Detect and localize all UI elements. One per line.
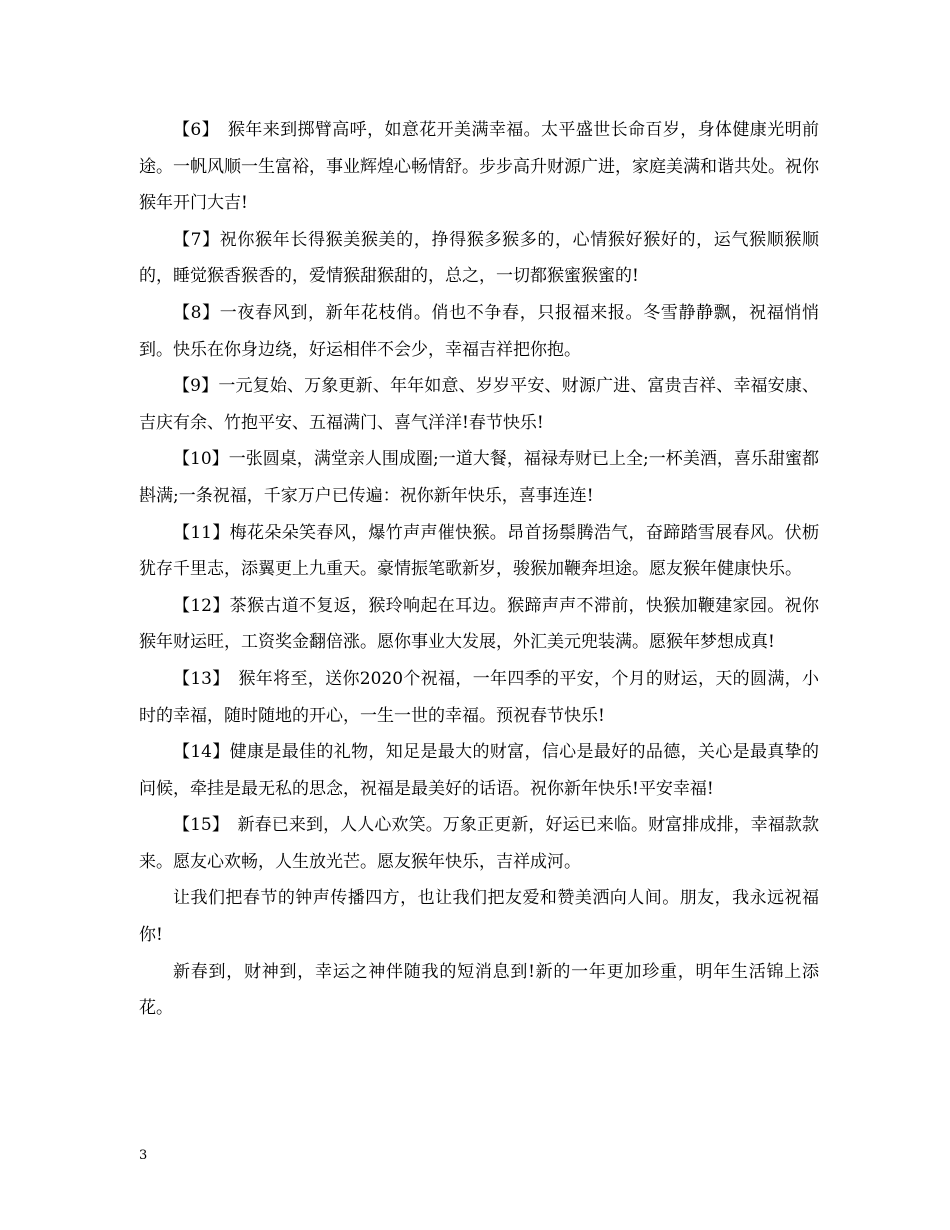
paragraph-10: 【10】一张圆桌，满堂亲人围成圈;一道大餐，福禄寿财已上全;一杯美酒，喜乐甜蜜都斟满;一条祝福，千家万户已传遍：祝你新年快乐，喜事连连!: [139, 449, 819, 506]
paragraph-6: 【6】 猴年来到掷臂高呼，如意花开美满幸福。太平盛世长命百岁，身体健康光明前途。一帆风顺一生富裕，事业辉煌心畅情舒。步步高升财源广进，家庭美满和谐共处。祝你猴年开门大吉!: [139, 120, 819, 214]
paragraph-7: 【7】祝你猴年长得猴美猴美的，挣得猴多猴多的，心情猴好猴好的，运气猴顺猴顺的，睡觉猴香猴香的，爱情猴甜猴甜的，总之，一切都猴蜜猴蜜的!: [139, 229, 819, 287]
paragraph-9: 【9】一元复始、万象更新、年年如意、岁岁平安、财源广进、富贵吉祥、幸福安康、吉庆有余、竹抱平安、五福满门、喜气洋洋!春节快乐!: [139, 376, 819, 433]
paragraph-12: 【12】茶猴古道不复返，猴玲响起在耳边。猴蹄声声不滞前，快猴加鞭建家园。祝你猴年财运旺，工资奖金翻倍涨。愿你事业大发展，外汇美元兜装满。愿猴年梦想成真!: [139, 595, 819, 653]
paragraph-13: 【13】 猴年将至，送你2020个祝福，一年四季的平安，个月的财运，天的圆满，小时的幸福，随时随地的开心，一生一世的幸福。预祝春节快乐!: [139, 668, 819, 726]
body-text: [139, 112, 819, 1027]
paragraph-11: 【11】梅花朵朵笑春风，爆竹声声催快猴。昂首扬鬃腾浩气，奋蹄踏雪展春风。伏枥犹存千里志，添翼更上九重天。豪情振笔歌新岁，骏猴加鞭奔坦途。愿友猴年健康快乐。: [139, 522, 819, 580]
paragraph-15: 【15】 新春已来到，人人心欢笑。万象正更新，好运已来临。财富排成排，幸福款款来。愿友心欢畅，人生放光芒。愿友猴年快乐，吉祥成河。: [139, 815, 819, 872]
page-number: 3: [139, 1148, 148, 1163]
paragraph-closing-2: 新春到，财神到，幸运之神伴随我的短消息到!新的一年更加珍重，明年生活锦上添花。: [139, 961, 819, 1019]
paragraph-8: 【8】一夜春风到，新年花枝俏。俏也不争春，只报福来报。冬雪静静飘，祝福悄悄到。快乐在你身边绕，好运相伴不会少，幸福吉祥把你抱。: [139, 302, 819, 360]
paragraph-14: 【14】健康是最佳的礼物，知足是最大的财富，信心是最好的品德，关心是最真挚的问候，牵挂是最无私的思念，祝福是最美好的话语。祝你新年快乐!平安幸福!: [139, 742, 819, 799]
paragraph-closing-1: 让我们把春节的钟声传播四方，也让我们把友爱和赞美洒向人间。朋友，我永远祝福你!: [139, 888, 819, 946]
